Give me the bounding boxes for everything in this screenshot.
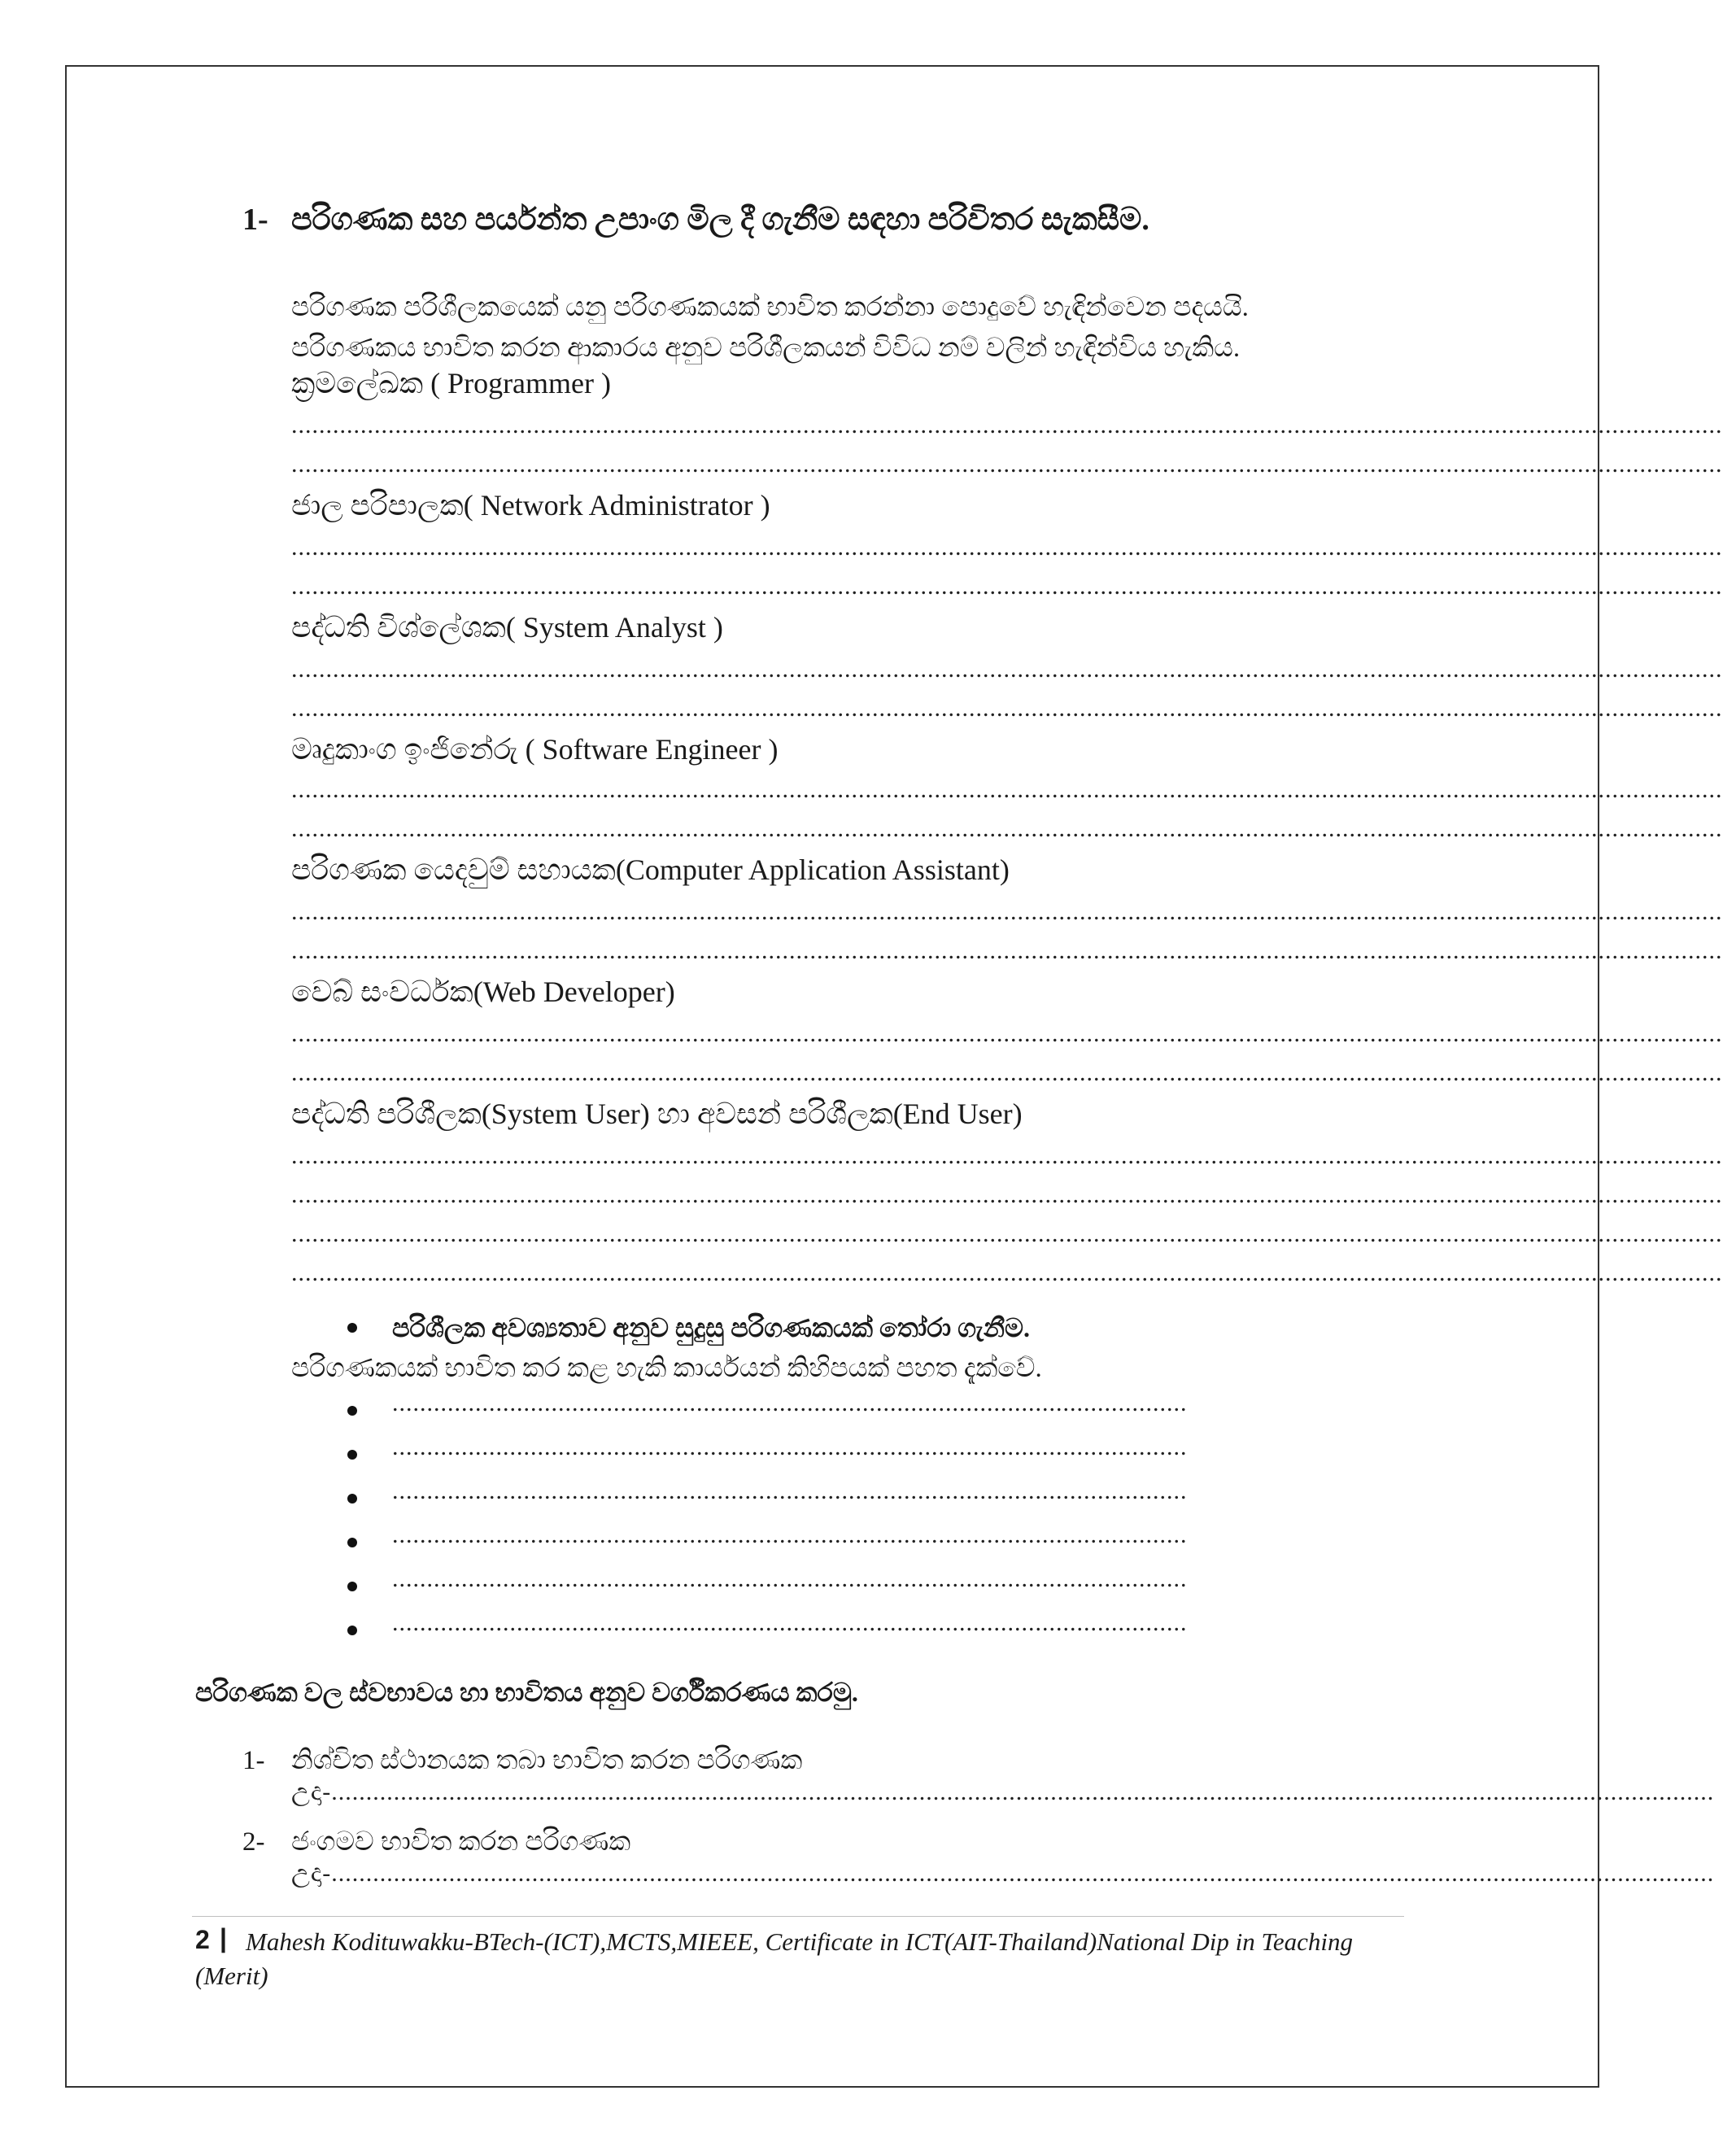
section-number: 1-: [242, 203, 268, 237]
answer-line: ...............................................................................................................................................................................................................: [291, 656, 1723, 683]
bullet-icon: [347, 1626, 357, 1635]
bullet-icon: [347, 1582, 357, 1591]
bullet-icon: [347, 1450, 357, 1460]
bullet-heading: පරිශීලක අවශ්‍යතාව අනුව සුදුසු පරිගණකයක් තෝරා ගැනීම.: [392, 1313, 1030, 1342]
bullet-answer-line: ...................................................................................................................: [392, 1434, 1188, 1460]
footer-credit-line-1: Mahesh Kodituwakku-BTech-(ICT),MCTS,MIEEE, Certificate in ICT(AIT-Thailand)National Dip in Teaching: [246, 1927, 1354, 1956]
bullet-answer-line: ...................................................................................................................: [392, 1477, 1188, 1504]
item-number: 2-: [242, 1827, 265, 1857]
answer-line: ...............................................................................................................................................................................................................: [291, 937, 1723, 964]
section2-title: පරිගණක වල ස්වභාවය හා භාවිතය අනුව වර්ගීකරණය කරමු.: [195, 1678, 858, 1707]
role-network-administrator: ජාල පරිපාලක( Network Administrator ): [291, 489, 770, 522]
answer-line: ...............................................................................................................................................................................................................: [291, 1059, 1723, 1086]
bullet-icon: [347, 1538, 357, 1547]
item-text: ජංගමව භාවිත කරන පරිගණක: [291, 1827, 631, 1857]
bullet-answer-line: ...................................................................................................................: [392, 1565, 1188, 1592]
answer-line: ...............................................................................................................................................................................................................: [291, 695, 1723, 722]
answer-line: ...............................................................................................................................................................................................................: [291, 1259, 1723, 1286]
answer-line: ...............................................................................................................................................................................................................: [291, 1142, 1723, 1169]
footer-separator: |: [220, 1923, 227, 1953]
role-programmer: ක්‍රමලේඛක ( Programmer ): [291, 367, 611, 399]
role-system-analyst: පද්ධති විශ්ලේශක( System Analyst ): [291, 611, 723, 644]
answer-line: ...............................................................................................................................................................................................................: [291, 534, 1723, 561]
answer-line: ...............................................................................................................................................................................................................: [291, 451, 1723, 478]
bullet-answer-line: ...................................................................................................................: [392, 1521, 1188, 1548]
footer-credit-line-2: (Merit): [195, 1962, 268, 1990]
answer-line: ...............................................................................................................................................................................................................: [291, 776, 1723, 803]
item-number: 1-: [242, 1746, 265, 1775]
answer-line: ...............................................................................................................................................................................................................: [291, 815, 1723, 842]
section-title: පරිගණක සහ පර්යන්ත උපාංග මිල දී ගැනීම සඳහා පරිවිතර සැකසීම.: [291, 203, 1149, 237]
answer-line: ...............................................................................................................................................................................................................: [291, 573, 1723, 600]
bullet-answer-line: ...................................................................................................................: [392, 1609, 1188, 1636]
role-software-engineer: මෘදුකාංග ඉංජිනේරු ( Software Engineer ): [291, 733, 779, 766]
page-number: 2: [195, 1925, 210, 1954]
answer-line: ...............................................................................................................................................................................................................: [291, 412, 1723, 439]
answer-line: ...............................................................................................................................................................................................................: [291, 1220, 1723, 1247]
bullet-intro: පරිගණකයක් භාවිත කර කළ හැකි කාර්යයන් කිහිපයක් පහත දැක්වේ.: [291, 1354, 1042, 1383]
bullet-answer-line: ...................................................................................................................: [392, 1390, 1188, 1416]
role-system-and-end-user: පද්ධති පරිශීලක(System User) හා අවසන් පරිශීලක(End User): [291, 1098, 1023, 1130]
intro-line-1: පරිගණක පරිශීලකයෙක් යනු පරිගණකයක් භාවිත කරන්නා පොදුවේ හැඳින්වෙන පදයයි.: [291, 293, 1249, 322]
bullet-icon: [347, 1323, 357, 1333]
example-line: උදා-........................................................................................................................................................................................................: [291, 1778, 1715, 1805]
example-line: උදා-........................................................................................................................................................................................................: [291, 1860, 1715, 1887]
role-web-developer: වෙබ් සංවර්ධක(Web Developer): [291, 975, 675, 1008]
role-computer-application-assistant: පරිගණක යෙදවුම් සහායක(Computer Application Assistant): [291, 853, 1010, 886]
answer-line: ...............................................................................................................................................................................................................: [291, 1020, 1723, 1047]
answer-line: ...............................................................................................................................................................................................................: [291, 898, 1723, 925]
bullet-icon: [347, 1494, 357, 1504]
bullet-icon: [347, 1406, 357, 1416]
item-text: නිශ්චිත ස්ථානයක තබා භාවිත කරන පරිගණක: [291, 1746, 803, 1775]
footer-rule: [192, 1916, 1404, 1917]
intro-line-2: පරිගණකය භාවිත කරන ආකාරය අනුව පරිශීලකයන් විවිධ නම් වලින් හැඳින්විය හැකිය.: [291, 334, 1241, 363]
answer-line: ...............................................................................................................................................................................................................: [291, 1181, 1723, 1208]
